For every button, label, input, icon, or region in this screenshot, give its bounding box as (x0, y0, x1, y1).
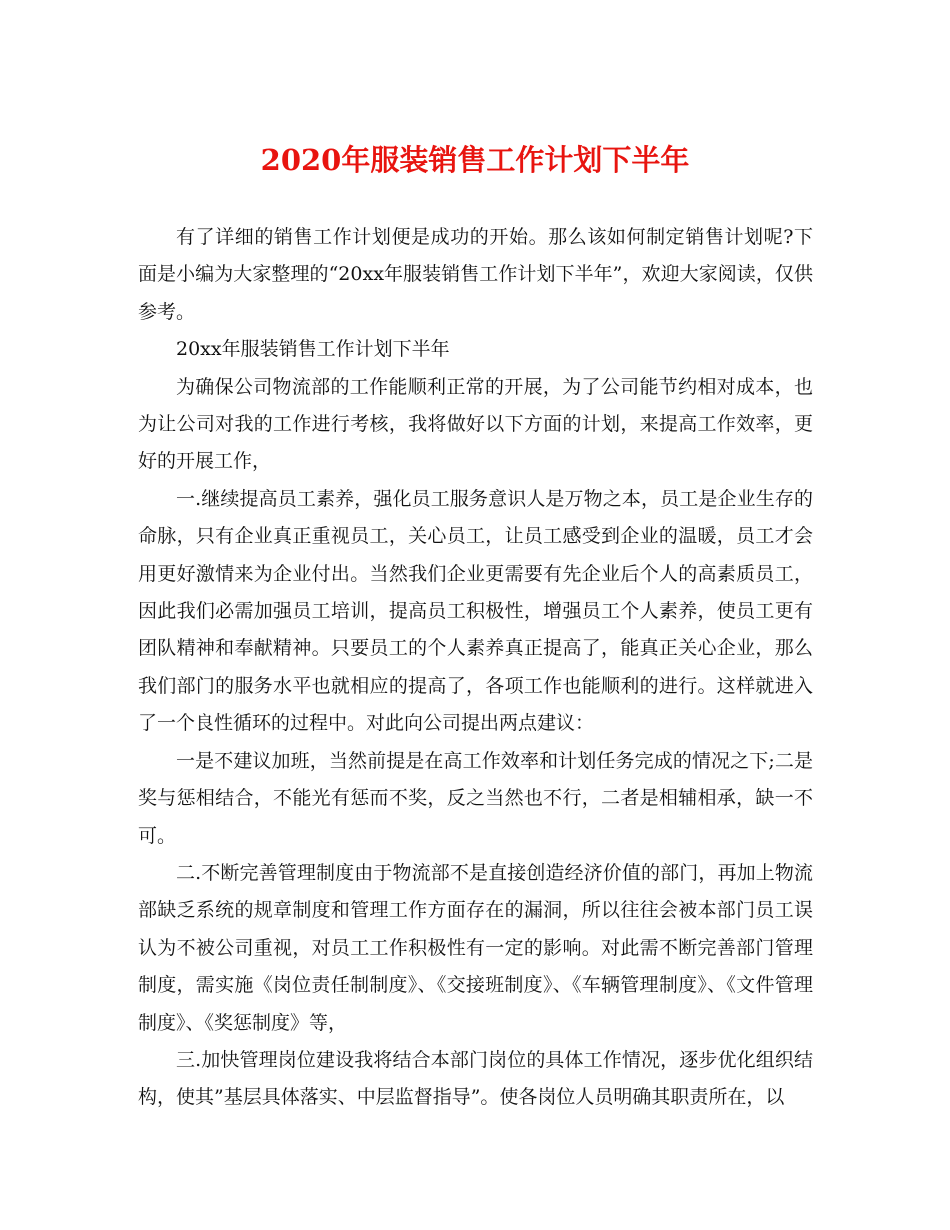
paragraph-section-3: 三.加快管理岗位建设我将结合本部门岗位的具体工作情况，逐步优化组织结构，使其”基层具体落实、中层监督指导”。使各岗位人员明确其职责所在，以 (138, 1048, 813, 1109)
document-body (138, 219, 813, 1117)
paragraph-intro: 有了详细的销售工作计划便是成功的开始。那么该如何制定销售计划呢?下面是小编为大家整理的“20xx年服装销售工作计划下半年”，欢迎大家阅读，仅供参考。 (138, 226, 813, 323)
paragraph-purpose: 为确保公司物流部的工作能顺利正常的开展，为了公司能节约相对成本，也为让公司对我的工作进行考核，我将做好以下方面的计划，来提高工作效率，更好的开展工作， (138, 375, 813, 473)
document-title: 2020年服装销售工作计划下半年 (260, 143, 690, 177)
paragraph-subtitle: 20xx年服装销售工作计划下半年 (176, 338, 450, 361)
paragraph-suggestions: 一是不建议加班，当然前提是在高工作效率和计划任务完成的情况之下;二是奖与惩相结合，不能光有惩而不奖，反之当然也不行，二者是相辅相承，缺一不可。 (138, 749, 813, 847)
paragraph-section-2: 二.不断完善管理制度由于物流部不是直接创造经济价值的部门，再加上物流部缺乏系统的规章制度和管理工作方面存在的漏洞，所以往往会被本部门员工误认为不被公司重视，对员工工作积极性有一定的影响。对此需不断完善部门管理制度，需实施《岗位责任制制度》、《交接班制度》、《车辆管理制度》、《文件管理制度》、《奖惩制度》等， (138, 861, 813, 1034)
paragraph-section-1: 一.继续提高员工素养，强化员工服务意识人是万物之本，员工是企业生存的命脉，只有企业真正重视员工，关心员工，让员工感受到企业的温暖，员工才会用更好激情来为企业付出。当然我们企业更需要有先企业后个人的高素质员工，因此我们必需加强员工培训，提高员工积极性，增强员工个人素养，使员工更有团队精神和奉献精神。只要员工的个人素养真正提高了，能真正关心企业，那么我们部门的服务水平也就相应的提高了，各项工作也能顺利的进行。这样就进入了一个良性循环的过程中。对此向公司提出两点建议： (138, 487, 813, 735)
